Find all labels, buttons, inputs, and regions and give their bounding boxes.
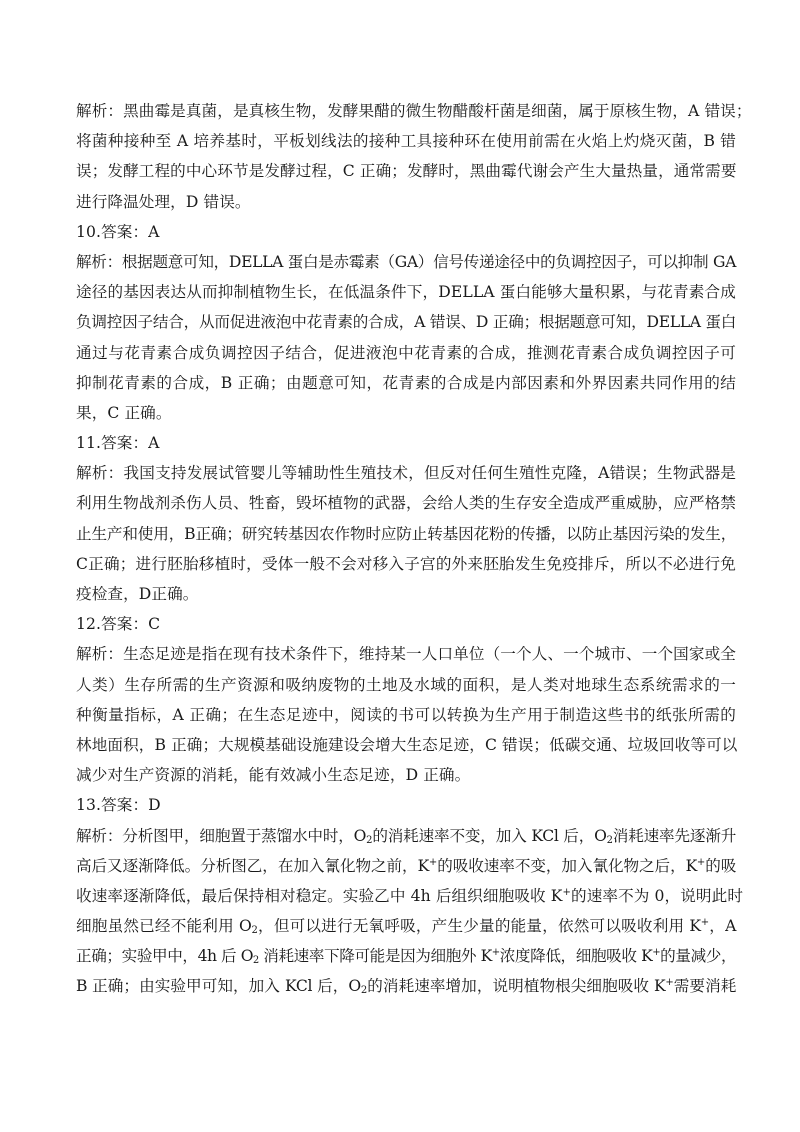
text-line: 将菌种接种至 A 培养基时，平板划线法的接种工具接种环在使用前需在火焰上灼烧灭菌，B 错 bbox=[76, 132, 736, 151]
answer-heading: 12.答案：C bbox=[76, 615, 161, 634]
text-line: 抑制花青素的合成，B 正确；由题意可知，花青素的合成是内部因素和外界因素共同作用的结 bbox=[76, 373, 736, 392]
text-line: 解析：我国支持发展试管婴儿等辅助性生殖技术，但反对任何生殖性克隆，A错误；生物武器是 bbox=[76, 464, 736, 483]
q9-analysis bbox=[76, 96, 752, 217]
text-line: 解析：根据题意可知，DELLA 蛋白是赤霉素（GA）信号传递途径中的负调控因子，可以抑制 GA bbox=[76, 252, 736, 271]
text-line: 解析：分析图甲，细胞置于蒸馏水中时，$O_2$的消耗速率不变，加入 KCl 后，$O_2$消耗速率先逐渐升 bbox=[76, 826, 736, 846]
text-line: 种衡量指标，A 正确；在生态足迹中，阅读的书可以转换为生产用于制造这些书的纸张所需的 bbox=[76, 705, 736, 724]
text-line: 果，C 正确。 bbox=[76, 403, 172, 422]
text-line: 止生产和使用，B正确；研究转基因农作物时应防止转基因花粉的传播，以防止基因污染的发生， bbox=[76, 524, 736, 543]
text-line: 细胞虽然已经不能利用 $O_2$，但可以进行无氧呼吸，产生少量的能量，依然可以吸收利用 K+，A bbox=[76, 917, 737, 937]
text-line: 疫检查，D正确。 bbox=[76, 585, 199, 603]
text-line: 利用生物战剂杀伤人员、牲畜，毁坏植物的武器，会给人类的生存安全造成严重威胁，应严格禁 bbox=[76, 494, 736, 513]
q10-section bbox=[76, 217, 736, 428]
q11-section bbox=[76, 428, 736, 609]
q13-section bbox=[76, 790, 744, 1001]
answer-heading: 13.答案：D bbox=[76, 796, 161, 815]
q12-section bbox=[76, 609, 736, 790]
text-line: 通过与花青素合成负调控因子结合，促进液泡中花青素的合成，推测花青素合成负调控因子可 bbox=[76, 343, 736, 362]
text-line: 林地面积，B 正确；大规模基础设施建设会增大生态足迹，C 错误；低碳交通、垃圾回收等可以 bbox=[76, 735, 738, 754]
text-line: 负调控因子结合，从而促进液泡中花青素的合成，A 错误、D 正确；根据题意可知，DELLA 蛋白 bbox=[76, 313, 736, 332]
text-line: 正确；实验甲中，4h 后 $O_2$ 消耗速率下降可能是因为细胞外 K+浓度降低，细胞吸收 K+的量减少， bbox=[76, 947, 736, 967]
text-line: 减少对生产资源的消耗，能有效减小生态足迹，D 正确。 bbox=[76, 766, 471, 785]
text-line: 途径的基因表达从而抑制植物生长，在低温条件下，DELLA 蛋白能够大量积累，与花青素合成 bbox=[76, 283, 736, 302]
text-line: 进行降温处理，D 错误。 bbox=[76, 192, 251, 211]
text-line: 解析：生态足迹是指在现有技术条件下，维持某一人口单位（一个人、一个城市、一个国家或全 bbox=[76, 645, 736, 664]
text-line: C正确；进行胚胎移植时，受体一般不会对移入子宫的外来胚胎发生免疫排斥，所以不必进行免 bbox=[76, 554, 736, 573]
answer-heading: 11.答案：A bbox=[76, 434, 160, 453]
text-line: 人类）生存所需的生产资源和吸纳废物的土地及水域的面积，是人类对地球生态系统需求的一 bbox=[76, 675, 736, 694]
text-line: B 正确；由实验甲可知，加入 KCl 后，$O_2$的消耗速率增加，说明植物根尖细胞吸收 K+需要消耗 bbox=[76, 977, 736, 997]
text-line: 解析：黑曲霉是真菌，是真核生物，发酵果醋的微生物醋酸杆菌是细菌，属于原核生物，A 错误； bbox=[76, 102, 752, 120]
text-line: 高后又逐渐降低。分析图乙，在加入氰化物之前，K+的吸收速率不变，加入氰化物之后，K+的吸 bbox=[76, 856, 736, 875]
answer-heading: 10.答案：A bbox=[76, 222, 160, 241]
text-line: 收速率逐渐降低，最后保持相对稳定。实验乙中 4h 后组织细胞吸收 K+的速率不为 0，说明此时 bbox=[76, 886, 744, 905]
text-line: 误；发酵工程的中心环节是发酵过程，C 正确；发酵时，黑曲霉代谢会产生大量热量，通常需要 bbox=[76, 162, 737, 181]
